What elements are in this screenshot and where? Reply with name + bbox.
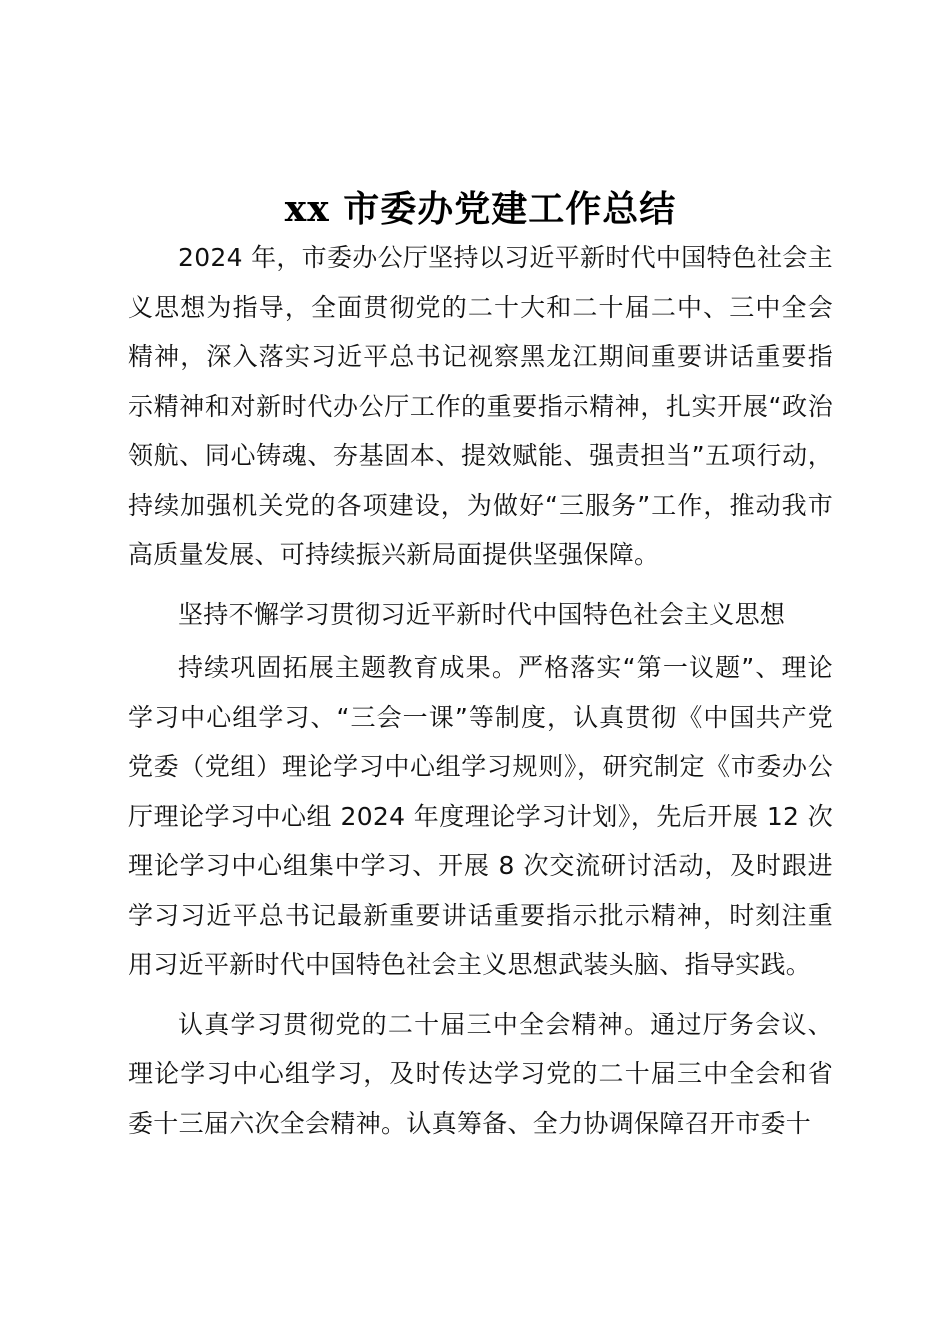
paragraph-intro: 2024 年，市委办公厅坚持以习近平新时代中国特色社会主义思想为指导，全面贯彻党的二十大和二十届二中、三中全会精神，深入落实习近平总书记视察黑龙江期间重要讲话重要指示精神和对新时代办公厅工作的重要指示精神，扎实开展“政治领航、同心铸魂、夯基固本、提效赋能、强责担当”五项行动，持续加强机关党的各项建设，为做好“三服务”工作，推动我市高质量发展、可持续振兴新局面提供坚强保障。 (128, 243, 833, 569)
document-body (128, 185, 833, 1148)
paragraph-theory-study: 持续巩固拓展主题教育成果。严格落实“第一议题”、理论学习中心组学习、“三会一课”等制度，认真贯彻《中国共产党党委（党组）理论学习中心组学习规则》，研究制定《市委办公厅理论学习中心组 2024 年度理论学习计划》，先后开展 12 次理论学习中心组集中学习、开展 8 次交流研讨活动，及时跟进学习习近平总书记最新重要讲话重要指示批示精神，时刻注重用习近平新时代中国特色社会主义思想武装头脑、指导实践。 (128, 653, 833, 979)
paragraph-plenary-study: 认真学习贯彻党的二十届三中全会精神。通过厅务会议、理论学习中心组学习，及时传达学习党的二十届三中全会和省委十三届六次全会精神。认真筹备、全力协调保障召开市委十 (128, 1009, 833, 1138)
document-title: xx 市委办党建工作总结 (284, 188, 677, 230)
section-heading: 坚持不懈学习贯彻习近平新时代中国特色社会主义思想 (178, 599, 786, 629)
